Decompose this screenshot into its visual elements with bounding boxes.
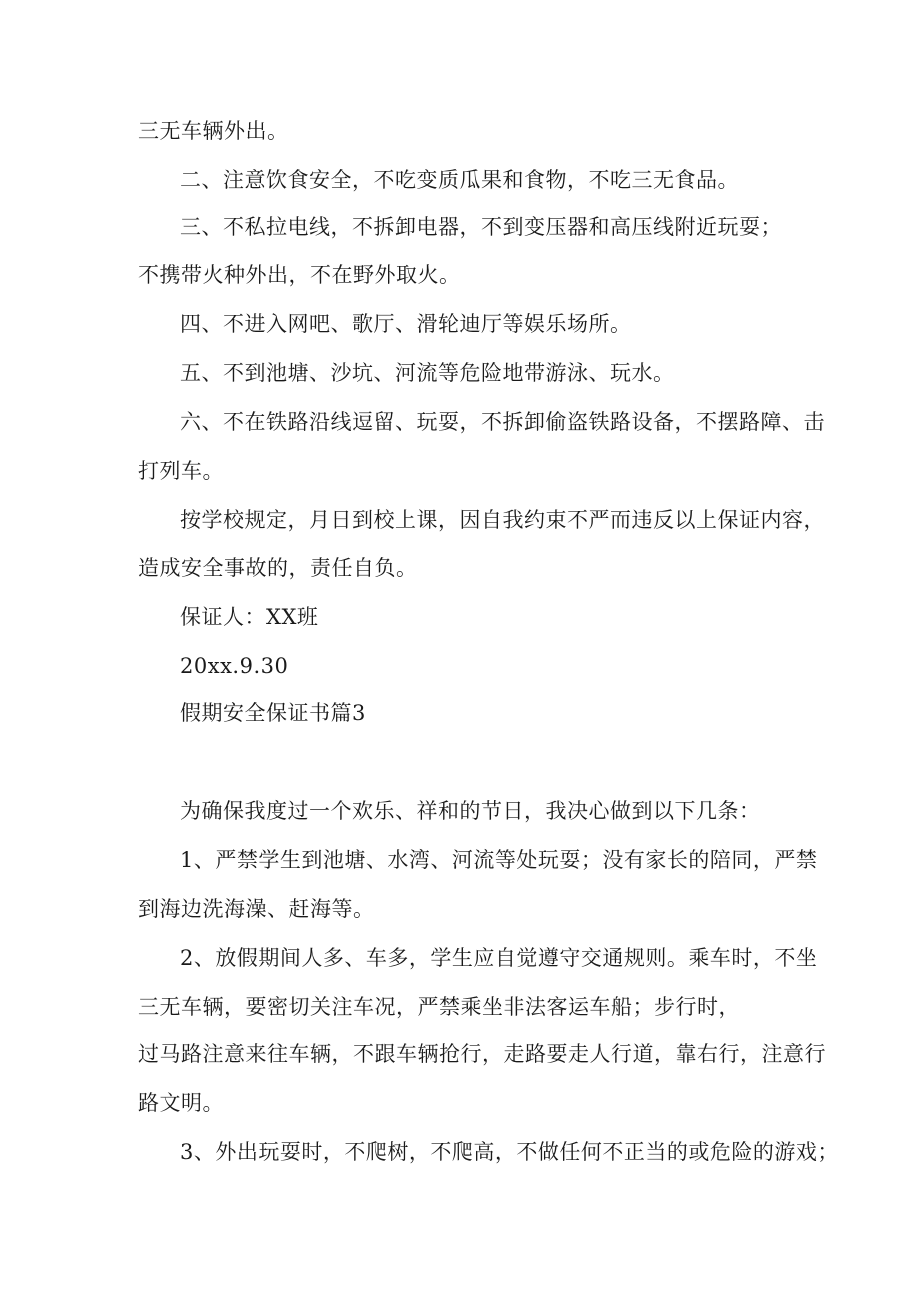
guarantor-line: 保证人：XX班	[180, 605, 319, 629]
text-line-rule-1-cont: 到海边洗海澡、赶海等。	[138, 897, 375, 921]
text-line-item-6-cont: 打列车。	[138, 459, 224, 483]
text-line-rule-2-cont-2: 过马路注意来往车辆，不跟车辆抢行，走路要走人行道，靠右行，注意行	[138, 1042, 826, 1066]
text-line-rule-2-cont-1: 三无车辆，要密切关注车况，严禁乘坐非法客运车船；步行时，	[138, 995, 740, 1019]
text-line-intro: 为确保我度过一个欢乐、祥和的节日，我决心做到以下几条：	[180, 799, 761, 823]
text-line-item-4: 四、不进入网吧、歌厅、滑轮迪厅等娱乐场所。	[180, 312, 632, 336]
text-line-rule-2: 2、放假期间人多、车多，学生应自觉遵守交通规则。乘车时，不坐	[180, 946, 818, 970]
text-line-item-5: 五、不到池塘、沙坑、河流等危险地带游泳、玩水。	[180, 361, 675, 385]
text-line-item-2: 二、注意饮食安全，不吃变质瓜果和食物，不吃三无食品。	[180, 168, 739, 192]
text-line-rule-2-cont-3: 路文明。	[138, 1091, 224, 1115]
section-title: 假期安全保证书篇3	[180, 701, 366, 725]
text-line-school-rule: 按学校规定，月日到校上课，因自我约束不严而违反以上保证内容，	[180, 508, 825, 532]
text-line-item-6: 六、不在铁路沿线逗留、玩耍，不拆卸偷盗铁路设备，不摆路障、击	[180, 410, 825, 434]
text-line-item-3: 三、不私拉电线，不拆卸电器，不到变压器和高压线附近玩耍；	[180, 215, 782, 239]
text-line-rule-1: 1、严禁学生到池塘、水湾、河流等处玩耍；没有家长的陪同，严禁	[180, 848, 818, 872]
text-line-school-rule-cont: 造成安全事故的，责任自负。	[138, 556, 418, 580]
text-line-rule-3: 3、外出玩耍时，不爬树，不爬高，不做任何不正当的或危险的游戏；	[180, 1140, 839, 1164]
date-line: 20xx.9.30	[180, 654, 289, 678]
text-line-continuation: 三无车辆外出。	[138, 119, 289, 143]
text-line-item-3-cont: 不携带火种外出，不在野外取火。	[138, 263, 461, 287]
